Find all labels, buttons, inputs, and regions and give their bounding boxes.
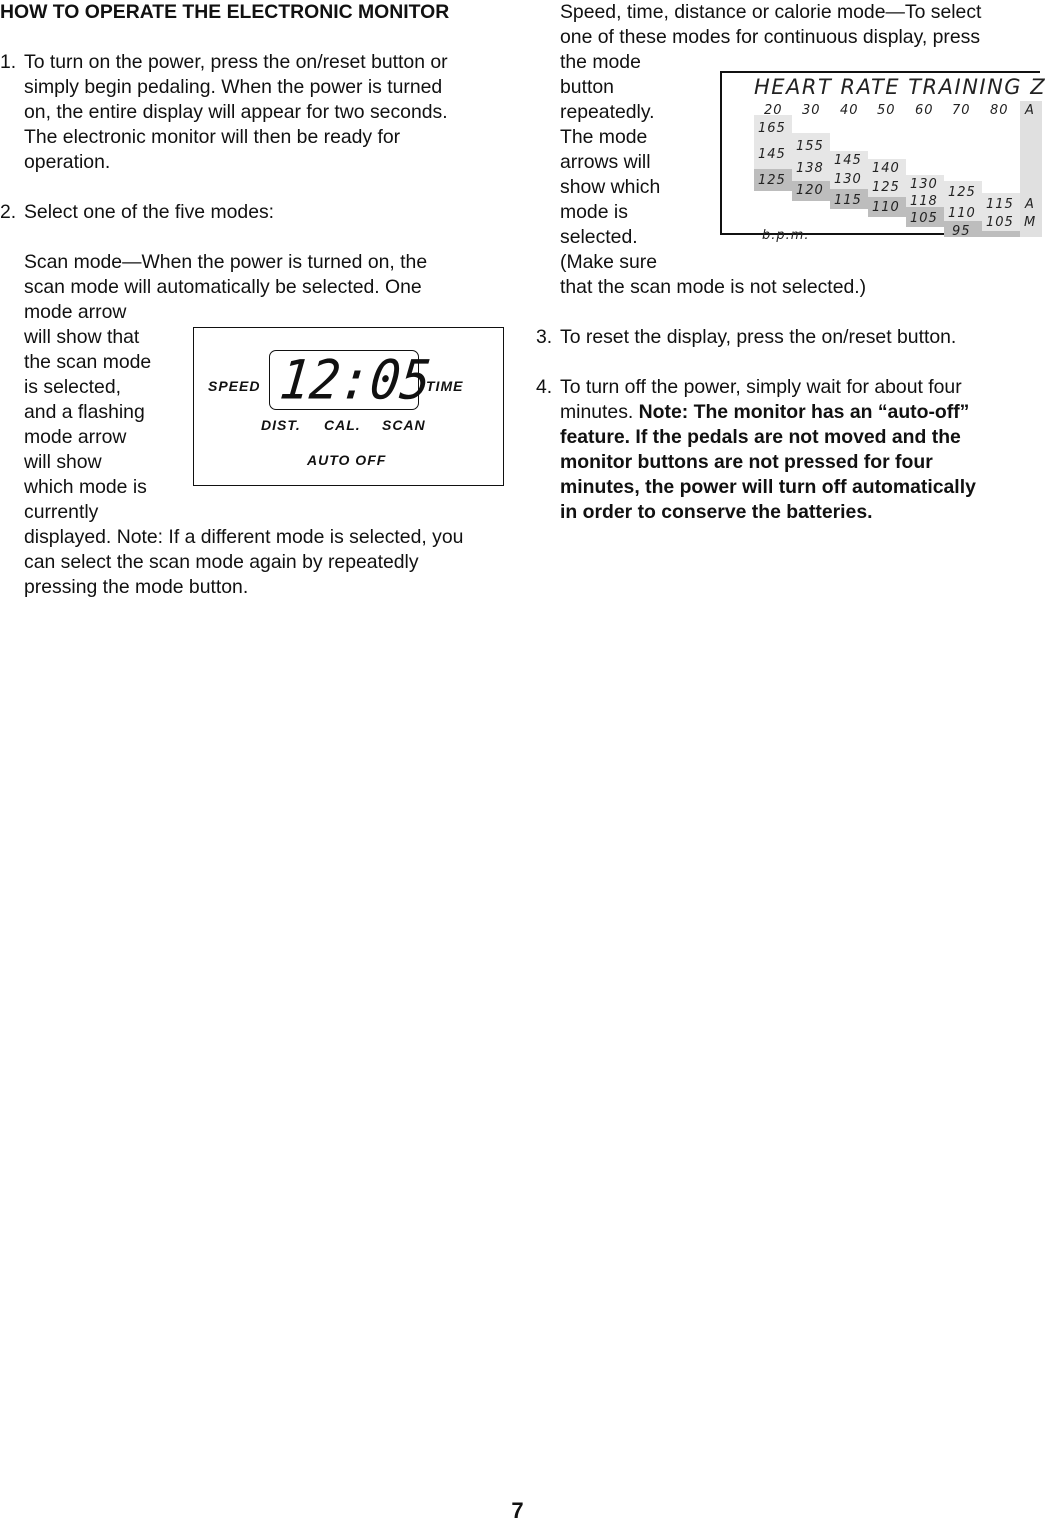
auto-off-note-line: feature. If the pedals are not moved and the [560,426,961,448]
scan-mode-line: will show that [24,326,140,348]
mode-line: one of these modes for continuous display, press [560,26,981,48]
step-1-line: operation. [24,151,111,173]
mode-line: The mode [560,126,648,148]
hr-value: 105 [986,215,1014,230]
hr-value: 145 [758,147,786,162]
step-3-text: To reset the display, press the on/reset button. [560,326,957,348]
hr-value: 140 [872,161,900,176]
mode-line: button [560,76,614,98]
hr-value: 125 [758,173,786,188]
speed-label: SPEED [208,378,261,394]
hr-value: 95 [952,224,971,239]
scan-mode-line: can select the scan mode again by repeatedly [24,551,419,573]
mode-line: repeatedly. [560,101,655,123]
age-label: 80 [990,103,1009,118]
scan-mode-line: is selected, [24,376,122,398]
scan-mode-line: and a flashing [24,401,145,423]
cal-label: CAL. [324,417,361,433]
zone-band [982,231,1020,237]
lcd-digits: 12:05 [276,348,434,412]
step-1-line: The electronic monitor will then be ready for [24,126,401,148]
step-1-line: simply begin pedaling. When the power is turned [24,76,443,98]
age-label: A [1025,103,1035,118]
step-3 [536,325,1035,350]
auto-off-note-line: minutes, the power will turn off automatically [560,476,976,498]
scan-mode-line: will show [24,451,102,473]
heart-rate-training-chart [720,71,1046,243]
scan-mode-line: mode arrow [24,426,127,448]
hr-value: 125 [872,180,900,195]
step-4-number: 4. [536,376,553,398]
step-2-number: 2. [0,201,17,223]
hr-value: 145 [834,153,862,168]
mode-line: that the scan mode is not selected.) [560,276,867,298]
hr-value: 105 [910,211,938,226]
scan-mode-line: pressing the mode button. [24,576,249,598]
step-4-line: To turn off the power, simply wait for about four [560,376,962,398]
hr-value: 165 [758,121,786,136]
hr-value: 130 [834,172,862,187]
left-column [0,0,510,600]
step-3-number: 3. [536,326,553,348]
step-1 [0,50,510,175]
step-4-line [560,400,1035,425]
hr-value: 125 [948,185,976,200]
scan-mode-line: currently [24,501,99,523]
step-4-text: minutes. [560,401,639,423]
auto-off-label: AUTO OFF [307,452,387,468]
scan-mode-line: which mode is [24,476,147,498]
hr-value: 110 [948,206,976,221]
step-1-number: 1. [0,51,17,73]
step-1-line: To turn on the power, press the on/reset button or [24,51,448,73]
scan-mode-line: scan mode will automatically be selected. One [24,276,422,298]
hr-value: 115 [834,193,862,208]
mode-line: show which [560,176,661,198]
chart-title: HEART RATE TRAINING Z [754,75,1046,99]
mode-line: arrows will [560,151,651,173]
hr-value: 120 [796,183,824,198]
side-label: A [1025,197,1035,212]
hr-value: 130 [910,177,938,192]
hr-value: 118 [910,194,938,209]
scan-label: SCAN [382,417,426,433]
step-4 [536,375,1035,525]
mode-line: Speed, time, distance or calorie mode—To select [560,1,982,23]
monitor-display-figure [193,327,504,486]
scan-mode-line: displayed. Note: If a different mode is selected, you [24,526,464,548]
scan-mode-line: the scan mode [24,351,152,373]
auto-off-note-line: monitor buttons are not pressed for four [560,451,933,473]
dist-label: DIST. [261,417,301,433]
step-1-line: on, the entire display will appear for two seconds. [24,101,448,123]
scan-mode-line: mode arrow [24,301,127,323]
age-label: 70 [952,103,971,118]
hr-value: 115 [986,197,1014,212]
hr-value: 138 [796,161,824,176]
mode-line: (Make sure [560,251,657,273]
age-label: 50 [877,103,896,118]
age-label: 60 [915,103,934,118]
page-number: 7 [511,1498,524,1523]
auto-off-note-line: in order to conserve the batteries. [560,501,873,523]
step-2-text: Select one of the five modes: [24,201,275,223]
time-label: TIME [426,378,464,394]
lcd-screen [269,348,434,412]
scan-mode-line: Scan mode—When the power is turned on, the [24,251,428,273]
mode-line: selected. [560,226,638,248]
hr-value: 155 [796,139,824,154]
age-label: 30 [802,103,821,118]
mode-line: mode is [560,201,628,223]
mode-line: the mode [560,51,641,73]
auto-off-note: Note: The monitor has an “auto-off” [638,401,970,423]
age-label: 40 [840,103,859,118]
bpm-unit: b.p.m. [762,228,810,243]
hr-value: 110 [872,200,900,215]
side-label: M [1024,215,1037,230]
age-label: 20 [764,103,783,118]
section-heading: HOW TO OPERATE THE ELECTRONIC MONITOR [0,1,450,23]
